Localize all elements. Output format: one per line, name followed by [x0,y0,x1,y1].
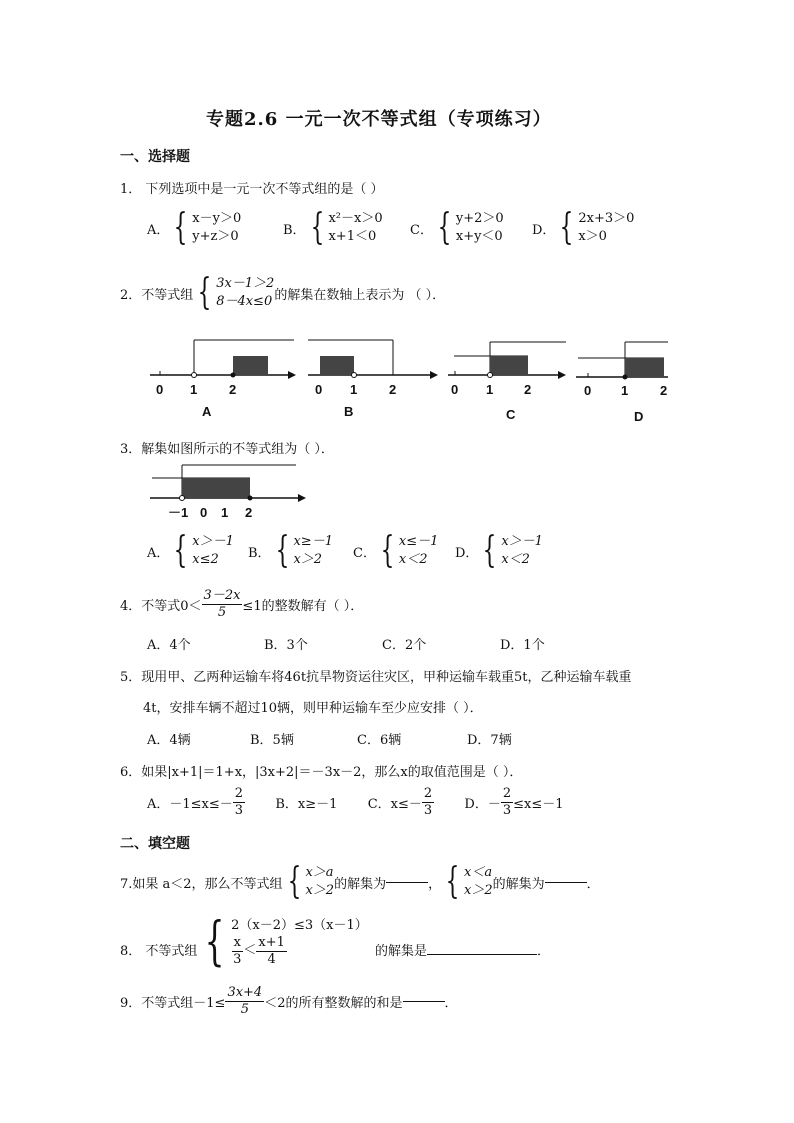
question-2-number-lines [148,332,668,427]
option-line: x²－x＞0 [328,211,383,226]
inequality-line: 2（x－2）≤3（x－1） [231,917,368,933]
denominator: 3 [502,803,512,818]
question-4-option-a: A．4个 [147,638,191,653]
question-6-option-c: C．x≤－ [367,797,422,812]
option-line: y+2＞0 [455,211,504,226]
number-line-b [308,340,438,419]
section-heading-fill: 二、填空题 [120,836,190,852]
tick-label: 2 [389,382,397,397]
fraction [501,786,513,819]
question-8-answer [375,940,550,959]
numerator: 2 [502,786,512,801]
question-3-number-line [148,460,313,522]
tick-label: 1 [621,383,629,398]
question-7: 7.如果 a＜2，那么不等式组 { x＞a x＞2 的解集为 ， { x＜a x＞2 的解集为 ． [120,861,600,902]
tick-label: 2 [229,382,237,397]
choice-label: C [506,407,516,422]
less-than: ＜ [243,943,257,958]
number-line-c [448,342,566,422]
choice-label: D [634,409,644,424]
option-label: D． [532,222,556,238]
question-1-option-d: D． { 2x+3＞0 x＞0 [532,207,635,248]
choice-label: A [202,404,212,419]
tick-label: 0 [584,383,592,398]
question-3-stem: 3．解集如图所示的不等式组为（ ）． [120,442,334,457]
fraction [422,786,434,819]
tick-label: 0 [200,505,208,520]
question-5-line-2: 4t，安排车辆不超过10辆，则甲种运输车至少应安排（ ）． [143,701,483,716]
option-line: x＜2 [398,552,428,567]
option-label: A． [147,222,170,238]
option-line: x+1＜0 [328,229,377,244]
option-line: x≤2 [192,552,219,567]
inequality-line: x＞2 [305,883,335,898]
choice-label: B [344,404,354,419]
question-4-suffix: ≤1的整数解有（ ）． [242,599,364,614]
question-4-option-d: D．1个 [500,638,545,653]
question-7-mid: 的解集为 [334,876,387,892]
question-9-prefix: 9．不等式组－1≤ [120,996,226,1011]
option-line: x≥－1 [293,534,333,549]
question-3-option-b: B． { x≥－1 x＞2 [248,530,333,571]
question-3-option-c: C． { x≤－1 x＜2 [353,530,439,571]
question-2-prefix: 2．不等式组 [120,287,194,303]
question-4-prefix: 4．不等式0＜ [120,599,202,614]
inequality-line: x＞2 [464,883,493,898]
numerator: 2 [234,786,244,801]
tick-label: 0 [156,382,164,397]
option-label: A． [147,545,170,561]
answer-blank[interactable] [403,1001,445,1002]
option-label: C． [353,545,376,561]
fraction [225,985,264,1018]
tick-label: 1 [486,382,494,397]
numerator: 3－2x [203,588,241,603]
question-2-suffix: 的解集在数轴上表示为 （ ）． [274,287,446,303]
tick-label: 1 [221,505,229,520]
inequality-line: x＜a [464,865,493,880]
number-line-a [150,340,296,419]
tick-label: 0 [315,382,323,397]
numerator: x+1 [258,934,285,950]
fraction [231,935,243,968]
option-line: y+z＞0 [192,229,239,244]
answer-blank[interactable] [545,882,587,883]
option-line: x＜2 [501,552,530,567]
denominator: 3 [233,951,242,967]
denominator: 4 [267,951,276,967]
tick-label: 1 [190,382,198,397]
question-4-option-b: B．3个 [264,638,308,653]
question-6-option-d-suffix: ≤x≤－1 [513,797,564,812]
tick-label: 2 [524,382,532,397]
question-8-prefix: 8． 不等式组 [120,944,198,959]
answer-blank[interactable] [386,882,428,883]
tick-label: 2 [245,505,253,520]
numerator: x [233,934,241,950]
question-5-option-b: B．5辆 [250,733,294,748]
question-8-system: { 2（x－2）≤3（x－1） $\frac{x}{3}$ ＜ $\frac{x+1}{4}$ [204,912,368,972]
section-heading-choice: 一、选择题 [120,149,190,165]
question-6-option-a: A．－1≤x≤－ [147,797,233,812]
question-7-prefix: 7.如果 a＜2，那么不等式组 [120,876,283,892]
question-5-option-c: C．6辆 [357,733,402,748]
question-7-end: 的解集为 [492,876,545,892]
option-line: x＞－1 [501,534,543,549]
numerator: 3x+4 [227,985,263,1000]
page-title: 专题2.6 一元一次不等式组（专项练习） [206,109,552,130]
tick-label: 1 [350,382,358,397]
question-5-option-a: A．4辆 [147,733,191,748]
option-line: x+y＜0 [455,229,503,244]
fraction [256,935,287,968]
option-line: x≤－1 [398,534,439,549]
denominator: 5 [217,605,227,620]
denominator: 5 [240,1002,249,1017]
question-9 [120,985,458,1018]
answer-blank[interactable] [427,954,537,955]
inequality-line: 3x－1＞2 [216,276,275,291]
question-6-options [147,786,564,819]
tick-label: 2 [660,383,668,398]
question-9-suffix: ＜2的所有整数解的和是 [264,996,403,1011]
question-4-option-c: C．2个 [382,638,427,653]
question-8-suffix: 的解集是 [375,944,428,959]
question-1-option-a: A． { x－y＞0 y+z＞0 [147,207,242,248]
tick-label: －1 [168,505,189,520]
option-label: B． [248,545,271,561]
period: ． [537,944,551,959]
option-label: D． [455,545,479,561]
fraction [202,588,243,621]
question-5-line-1: 5．现用甲、乙两种运输车将46t抗旱物资运往灾区，甲种运输车载重5t，乙种运输车载重 [120,670,632,685]
option-line: x＞0 [578,229,607,244]
option-line: x＞－1 [192,534,234,549]
question-4-stem [120,588,363,621]
option-line: 2x+3＞0 [578,211,635,226]
option-label: C． [410,222,433,238]
numerator: 2 [423,786,433,801]
question-3-option-a: A． { x＞－1 x≤2 [147,530,234,571]
fraction [233,786,245,819]
option-line: x＞2 [293,552,323,567]
question-1-stem: 1． 下列选项中是一元一次不等式组的是（ ） [120,182,384,197]
number-line-d [576,342,668,424]
question-3-option-d: D． { x＞－1 x＜2 [455,530,543,571]
question-1-option-b: B． { x²－x＞0 x+1＜0 [283,207,383,248]
question-6-option-d: D．－ [464,797,501,812]
denominator: 3 [423,803,433,818]
tick-label: 0 [451,382,459,397]
period: ． [444,996,458,1011]
period: ． [586,876,600,892]
denominator: 3 [234,803,244,818]
inequality-line: x＞a [305,865,334,880]
question-5-option-d: D．7辆 [467,733,512,748]
question-2-stem: 2．不等式组 { 3x－1＞2 8－4x≤0 的解集在数轴上表示为 （ ）． [120,272,446,313]
option-line: x－y＞0 [192,211,242,226]
question-6-option-b: B．x≥－1 [275,797,338,812]
option-label: B． [283,222,306,238]
question-6-stem: 6．如果|x+1|＝1+x，|3x+2|＝－3x－2，那么x的取值范围是（ ）． [120,765,523,780]
question-1-option-c: C． { y+2＞0 x+y＜0 [410,207,504,248]
inequality-line: 8－4x≤0 [216,294,273,309]
